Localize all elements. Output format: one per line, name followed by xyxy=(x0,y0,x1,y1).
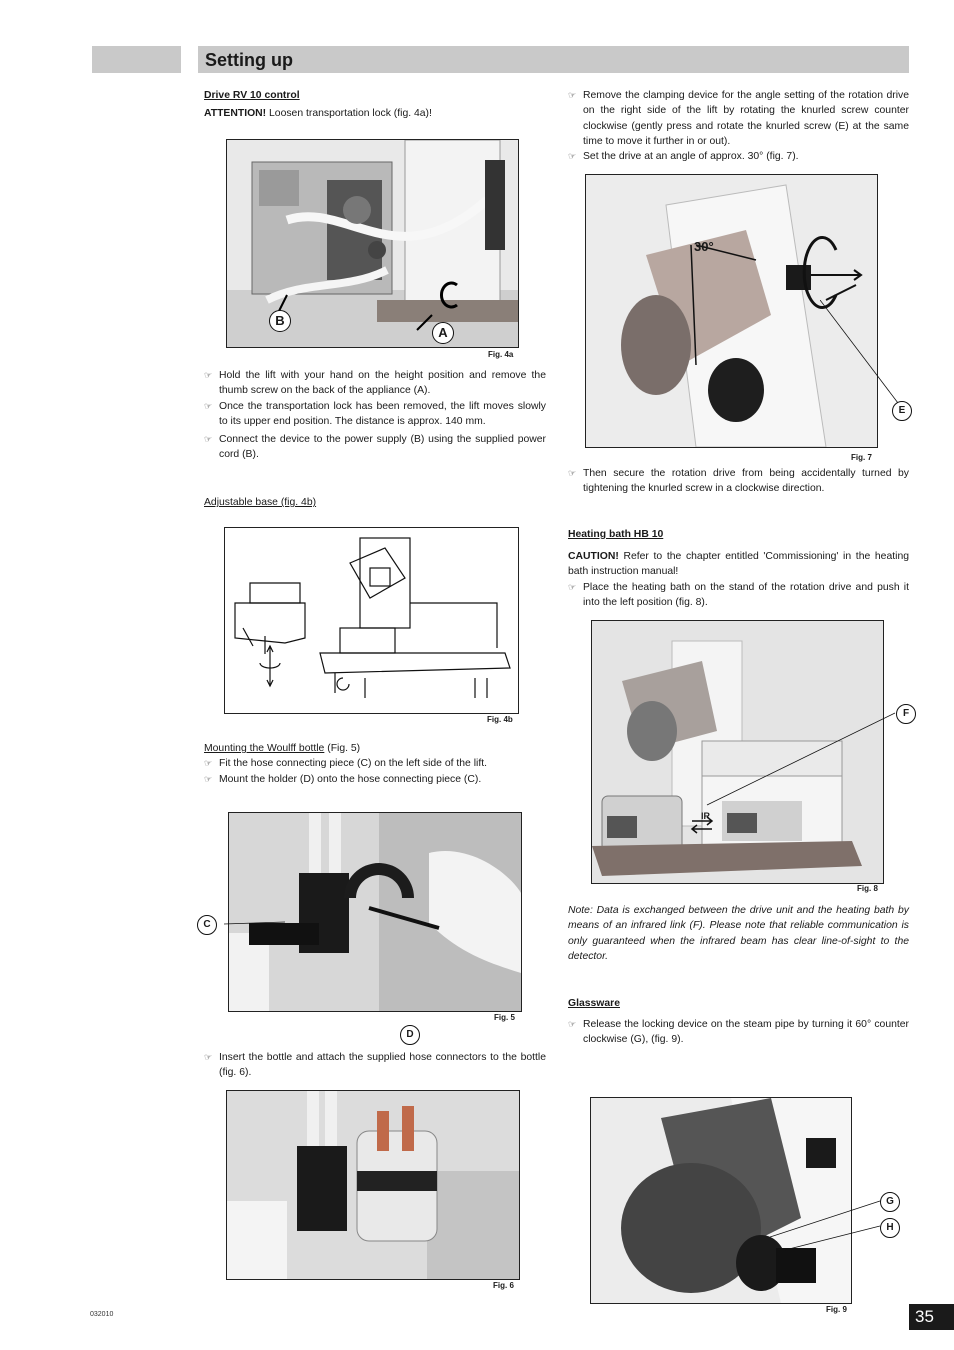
caution-label: CAUTION! xyxy=(568,551,619,562)
fig5-leader-lines xyxy=(205,905,355,1045)
adjustable-base-label: Adjustable base (fig. 4b) xyxy=(204,497,317,508)
fig8-caption: Fig. 8 xyxy=(857,884,878,893)
fig5-caption: Fig. 5 xyxy=(494,1013,515,1022)
callout-g: G xyxy=(880,1192,900,1212)
attention-text: Loosen transportation lock (fig. 4a)! xyxy=(266,108,432,119)
bullet-item: ☞ Set the drive at an angle of approx. 30° (fig. 7). xyxy=(568,149,909,164)
woulff-block xyxy=(204,741,546,787)
attention-label: ATTENTION! xyxy=(204,108,267,119)
callout-f: F xyxy=(896,704,916,724)
bullet-list-glassware xyxy=(568,1017,909,1048)
document-code: 032010 xyxy=(90,1311,114,1318)
bullet-item: ☞ Then secure the rotation drive from being accidentally turned by tightening the knurled screw in a clockwise direction. xyxy=(568,466,909,497)
bullet-item: ☞ Place the heating bath on the stand of the rotation drive and push it into the left position (fig. 8). xyxy=(568,580,909,611)
bullet-list-transport xyxy=(204,368,546,463)
bullet-item: ☞ Fit the hose connecting piece (C) on the left side of the lift. xyxy=(204,756,546,771)
section-title-heating: Heating bath HB 10 xyxy=(568,529,664,540)
fig4b-caption: Fig. 4b xyxy=(487,715,513,724)
caution-block xyxy=(568,549,909,610)
figure-6-illustration xyxy=(227,1091,519,1279)
page-number: 35 xyxy=(909,1304,954,1330)
figure-4a xyxy=(226,139,519,348)
figure-6 xyxy=(226,1090,520,1280)
bullet-list-secure xyxy=(568,466,909,497)
callout-b: B xyxy=(269,310,291,332)
bullet-item: ☞ Hold the lift with your hand on the height position and remove the thumb screw on the back of the appliance (A). xyxy=(204,368,546,399)
figure-4b-illustration xyxy=(225,528,518,713)
callout-e: E xyxy=(892,401,912,421)
bullet-list-angle xyxy=(568,88,909,164)
bullet-item: ☞ Release the locking device on the steam pipe by turning it 60° counter clockwise (G), (fig. 9). xyxy=(568,1017,909,1048)
woulff-title: Mounting the Woulff bottle xyxy=(204,743,325,754)
callout-h: H xyxy=(880,1218,900,1238)
attention-line xyxy=(204,106,546,121)
fig4a-caption: Fig. 4a xyxy=(488,350,514,359)
woulff-heading xyxy=(204,741,546,756)
header-band xyxy=(198,46,909,73)
bullet-item: ☞ Connect the device to the power supply (B) using the supplied power cord (B). xyxy=(204,432,546,463)
bullet-item: ☞ Remove the clamping device for the angle setting of the rotation drive on the right side of the lift by rotating the knurled screw counter clockwise (gently press and rotate the knurled screw (E) at the same time to move it further in or out). xyxy=(568,88,909,149)
page-title: Setting up xyxy=(205,50,293,70)
bullet-list-bottle xyxy=(204,1050,546,1081)
callout-a: A xyxy=(432,322,454,344)
figure-4b xyxy=(224,527,519,714)
infrared-note: Note: Data is exchanged between the drive unit and the heating bath by means of an infrared link (F). Please note that reliable communication is only guaranteed when the infrared beam has clear line-of-sight to the detector. xyxy=(568,905,909,962)
caution-line xyxy=(568,549,909,580)
section-title-drive: Drive RV 10 control xyxy=(204,90,300,101)
section-title-glassware: Glassware xyxy=(568,998,620,1009)
bullet-item: ☞ Once the transportation lock has been removed, the lift moves slowly to its upper end position. The distance is approx. 140 mm. xyxy=(204,399,546,430)
fig8-ir-label: IR xyxy=(701,811,710,821)
woulff-suffix: (Fig. 5) xyxy=(324,743,361,754)
callout-d: D xyxy=(400,1025,420,1045)
fig7-caption: Fig. 7 xyxy=(851,453,872,462)
bullet-item: ☞ Insert the bottle and attach the supplied hose connectors to the bottle (fig. 6). xyxy=(204,1050,546,1081)
callout-c: C xyxy=(197,915,217,935)
fig9-caption: Fig. 9 xyxy=(826,1305,847,1314)
fig6-caption: Fig. 6 xyxy=(493,1281,514,1290)
fig9-leader-lines xyxy=(770,1195,890,1255)
fig8-leader-line xyxy=(705,710,905,810)
bullet-item: ☞ Mount the holder (D) onto the hose connecting piece (C). xyxy=(204,772,546,787)
caution-text: Refer to the chapter entitled 'Commissioning' in the heating bath instruction manual! xyxy=(568,551,909,578)
fig7-angle-label: 30° xyxy=(694,239,714,254)
header-left-band xyxy=(92,46,181,73)
